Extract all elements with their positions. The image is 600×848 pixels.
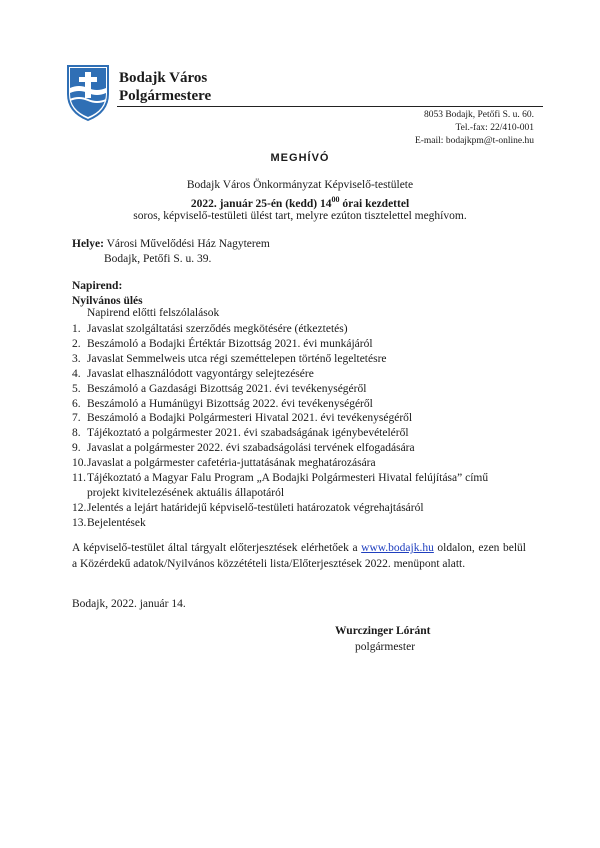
venue-line1: Városi Művelődési Ház Nagyterem <box>103 238 270 250</box>
agenda-item <box>72 397 488 412</box>
agenda-item <box>72 367 488 382</box>
agenda-item <box>72 516 488 531</box>
coat-of-arms-logo <box>66 64 110 122</box>
org-name-line1: Bodajk Város <box>119 70 208 86</box>
address: 8053 Bodajk, Petőfi S. u. 60. <box>423 110 534 120</box>
agenda-item-text: Jelentés a lejárt határidejű képviselő-testületi határozatok végrehajtásáról <box>87 501 424 514</box>
website-link[interactable]: www.bodajk.hu <box>361 542 434 554</box>
agenda-item <box>72 501 488 516</box>
document-title: MEGHÍVÓ <box>270 152 330 164</box>
agenda-item-text: Beszámoló a Gazdasági Bizottság 2021. évi tevékenységéről <box>87 382 367 395</box>
agenda-item-text: Javaslat elhasználódott vagyontárgy selejtezésére <box>87 367 314 380</box>
agenda-item-text: Javaslat a polgármester cafetéria-juttatásának meghatározására <box>87 457 376 470</box>
agenda-item-number: 6. <box>72 397 81 410</box>
venue <box>72 238 270 250</box>
agenda-item <box>72 382 488 397</box>
agenda-subheading: Nyilvános ülés <box>72 295 143 307</box>
org-name-line2: Polgármestere <box>119 88 212 104</box>
agenda-item <box>72 426 488 441</box>
agenda-item-number: 10. <box>72 457 87 470</box>
email: E-mail: bodajkpm@t-online.hu <box>414 136 534 146</box>
agenda-item-number: 3. <box>72 352 81 365</box>
signatory-role: polgármester <box>355 641 416 653</box>
agenda-heading: Napirend: <box>72 280 123 292</box>
meeting-datetime: 2022. január 25-én (kedd) $14^{00}$ órai kezdettel <box>190 195 410 210</box>
agenda-item-number: 2. <box>72 337 81 350</box>
agenda-item-text: projekt kivitelezésének aktuális állapotáról <box>87 486 285 499</box>
agenda-item-number: 1. <box>72 323 81 335</box>
venue-label: Helye: <box>72 238 104 250</box>
signatory-name: Wurczinger Lóránt <box>335 625 431 637</box>
phone: Tel.-fax: 22/410-001 <box>455 123 534 133</box>
intro-line1: Bodajk Város Önkormányzat Képviselő-testülete <box>186 179 414 191</box>
agenda-item-number: 11. <box>72 472 86 485</box>
agenda-item-number: 4. <box>72 367 81 380</box>
agenda-item-text: Bejelentések <box>87 516 146 529</box>
venue-line2: Bodajk, Petőfi S. u. 39. <box>104 253 212 265</box>
agenda-item-text: Beszámoló a Humánügyi Bizottság 2022. évi tevékenységéről <box>87 397 373 410</box>
agenda-item-text: Javaslat szolgáltatási szerződés megkötésére (étkeztetés) <box>87 323 348 335</box>
agenda-item <box>72 411 488 426</box>
agenda-list <box>72 322 488 531</box>
agenda-item-text: Tájékoztató a Magyar Falu Program „A Bodajki Polgármesteri Hivatal felújítása” című <box>87 472 489 485</box>
agenda-item <box>72 486 488 501</box>
header-divider <box>117 106 543 107</box>
agenda-item-text: Javaslat a polgármester 2022. évi szabadságolási tervének elfogadására <box>87 442 415 455</box>
agenda-pre: Napirend előtti felszólalások <box>87 307 220 319</box>
agenda-item <box>72 337 488 352</box>
agenda-item-text: Beszámoló a Bodajki Értéktár Bizottság 2021. évi munkájáról <box>87 337 373 350</box>
date-place: Bodajk, 2022. január 14. <box>72 598 186 610</box>
agenda-item-number: 7. <box>72 412 81 425</box>
agenda-item-text: Beszámoló a Bodajki Polgármesteri Hivatal 2021. évi tevékenységéről <box>87 412 413 425</box>
agenda-item-number: 13. <box>72 516 87 529</box>
agenda-item-number: 12. <box>72 501 87 514</box>
agenda-item-number: 8. <box>72 427 81 440</box>
agenda-item <box>72 322 488 337</box>
agenda-item-text: Tájékoztató a polgármester 2021. évi szabadságának igénybevételéről <box>87 427 409 440</box>
agenda-item <box>72 352 488 367</box>
agenda-item-number: 5. <box>72 382 81 395</box>
agenda-item <box>72 441 488 456</box>
intro-line3: soros, képviselő-testületi ülést tart, melyre ezúton tisztelettel meghívom. <box>133 210 467 222</box>
agenda-item-text: Javaslat Semmelweis utca régi szeméttelepen történő legeltetésre <box>87 352 387 365</box>
agenda-item <box>72 456 488 471</box>
agenda-item <box>72 471 488 486</box>
agenda-item-number: 9. <box>72 442 81 455</box>
notice-paragraph: A képviselő-testület által tárgyalt előterjesztések elérhetőek a www.bodajk.hu oldalon, ezen belül a Közérdekű adatok/Nyilvános közzétételi lista/Előterjesztések 2022. menüpont alatt. <box>72 542 526 570</box>
